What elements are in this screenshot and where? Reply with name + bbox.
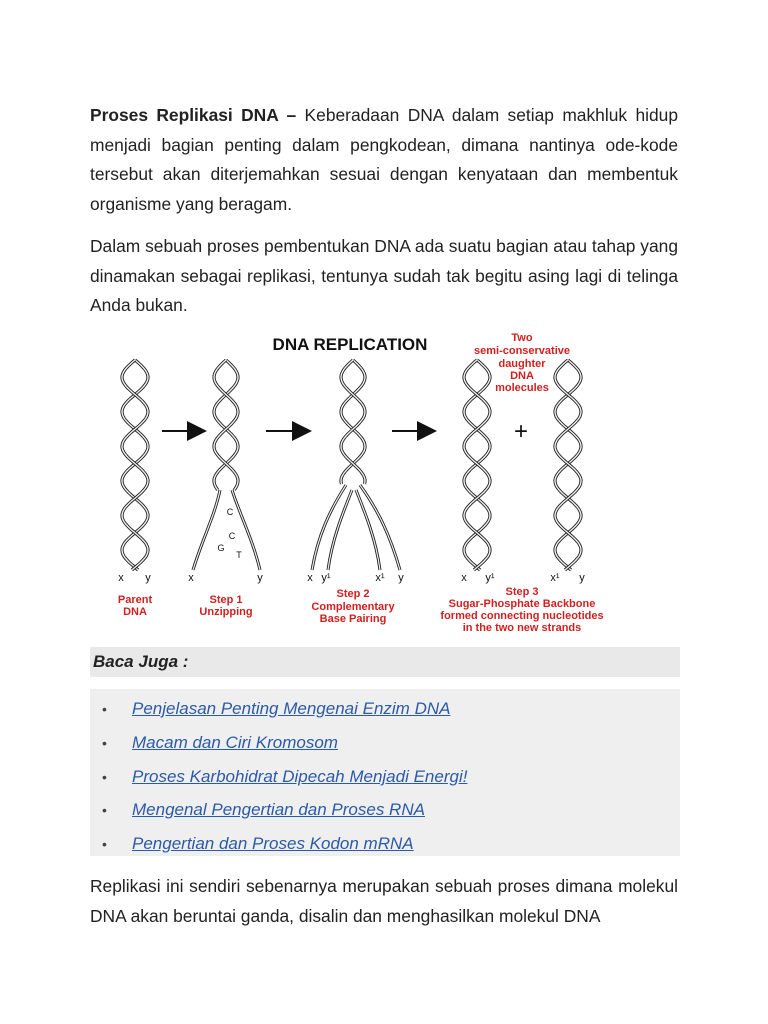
related-link[interactable]: Mengenal Pengertian dan Proses RNA <box>132 800 425 819</box>
step2-right-new <box>356 490 380 570</box>
list-item <box>90 796 680 824</box>
bullet-icon: • <box>102 802 107 818</box>
strand-label-x: x <box>118 572 124 584</box>
bullet-icon: • <box>102 769 107 785</box>
list-item <box>90 729 680 757</box>
base-label-t: T <box>236 550 242 560</box>
caption-step1-line: Step 1 <box>209 594 243 606</box>
strand-label-x: x <box>461 572 467 584</box>
caption-parent-line: Parent <box>117 594 153 606</box>
daughter2-helix-strand-b <box>555 360 581 570</box>
related-links-list <box>90 689 680 856</box>
paragraph-3: Replikasi ini sendiri sebenarnya merupakan sebuah proses dimana molekul DNA akan beruntai ganda, disalin dan menghasilkan molekul DNA <box>90 876 678 926</box>
parent-helix-strand-b <box>122 360 148 570</box>
caption-step3-line: in the two new strands <box>462 622 582 634</box>
related-link[interactable]: Penjelasan Penting Mengenai Enzim DNA <box>132 699 451 718</box>
caption-parent-line: DNA <box>123 606 147 618</box>
strand-label-x: x <box>188 572 194 584</box>
intro-bold-title: Proses Replikasi DNA – <box>90 105 297 125</box>
plus-sign: + <box>513 418 529 445</box>
related-link[interactable]: Macam dan Ciri Kromosom <box>132 733 338 752</box>
bullet-icon: • <box>102 836 107 852</box>
strand-label-y: y <box>257 572 263 584</box>
baca-juga-heading: Baca Juga : <box>90 647 680 677</box>
list-item <box>90 695 680 723</box>
strand-label-y: y <box>398 572 404 584</box>
two-molecules-label-line: semi-conservative <box>474 345 570 357</box>
intro-paragraph <box>90 101 678 219</box>
related-link[interactable]: Pengertian dan Proses Kodon mRNA <box>132 834 414 853</box>
caption-step2-line: Complementary <box>311 601 395 613</box>
base-label-g: G <box>217 543 225 553</box>
two-molecules-label-line: daughter <box>498 358 546 370</box>
paragraph-2: Dalam sebuah proses pembentukan DNA ada suatu bagian atau tahap yang dinamakan sebagai replikasi, tentunya sudah tak begitu asing lagi di telinga Anda bukan. <box>90 236 678 315</box>
caption-step1-line: Unzipping <box>199 606 253 618</box>
dna-replication-figure <box>90 325 680 645</box>
step2-right-old <box>360 485 400 570</box>
two-molecules-label-line: molecules <box>495 382 549 394</box>
caption-step3-line: Step 3 <box>505 586 539 598</box>
daughter1-helix-strand-b <box>464 360 490 570</box>
related-link[interactable]: Proses Karbohidrat Dipecah Menjadi Energi! <box>132 767 468 786</box>
list-item <box>90 830 680 858</box>
bullet-icon: • <box>102 735 107 751</box>
caption-step3-line: formed connecting nucleotides <box>440 610 604 622</box>
caption-step2-line: Step 2 <box>336 588 370 600</box>
caption-step3-line: Sugar-Phosphate Backbone <box>448 598 596 610</box>
step2-left-new <box>328 490 352 570</box>
strand-label-x1: x¹ <box>550 572 560 584</box>
base-label-c: C <box>226 507 234 517</box>
list-item <box>90 763 680 791</box>
caption-step2-line: Base Pairing <box>319 613 387 625</box>
figure-title: DNA REPLICATION <box>272 335 428 354</box>
strand-label-x1: x¹ <box>375 572 385 584</box>
two-molecules-label-line: Two <box>511 332 533 344</box>
step2-right-old <box>360 485 400 570</box>
strand-label-y: y <box>579 572 585 584</box>
strand-label-x: x <box>307 572 313 584</box>
base-label-c: C <box>228 531 236 541</box>
strand-label-y1: y¹ <box>485 572 495 584</box>
two-molecules-label-line: DNA <box>510 370 534 382</box>
bullet-icon: • <box>102 701 107 717</box>
strand-label-y1: y¹ <box>321 572 331 584</box>
strand-label-y: y <box>145 572 151 584</box>
intro-text: Keberadaan DNA dalam setiap makhluk hidup menjadi bagian penting dalam pengkodean, dimana nantinya ode-kode tersebut akan diterjemahkan sesuai dengan kenyataan dan membentuk organisme yang beragam. <box>90 105 678 214</box>
